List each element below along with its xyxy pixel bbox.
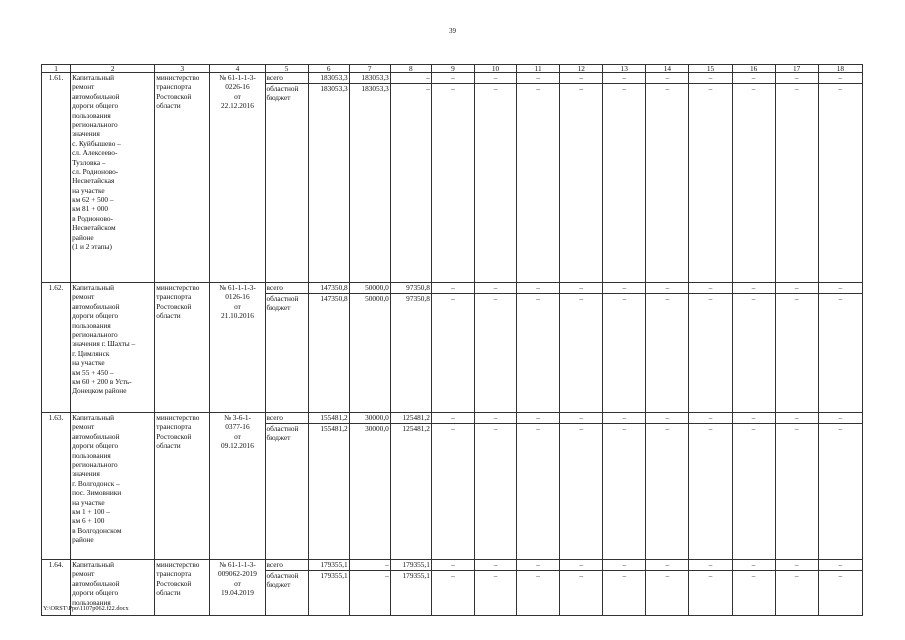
object-name-line: г. Цимлянск [72,348,110,358]
funding-source-total: всего [265,283,308,294]
total-amount-cell: – [474,73,516,84]
budget-amount-cell: – [646,294,689,413]
budget-amount-cell: – [603,294,646,413]
total-amount-cell: – [646,413,689,424]
budget-amount-cell: – [818,84,862,283]
column-number: 9 [431,65,474,73]
conclusion-lines [211,560,263,598]
organization-line: области [156,101,181,111]
conclusion-line: 19.04.2019 [221,588,254,598]
budget-amount-cell: – [474,294,516,413]
funding-source-lines [267,294,307,313]
conclusion-line: 0126-16 [225,292,250,302]
total-amount-cell: 147350,8 [308,283,349,294]
budget-amount-cell: – [775,571,818,616]
budget-amount-cell: – [431,571,474,616]
total-amount-cell: – [775,560,818,571]
column-number: 14 [646,65,689,73]
budget-amount-cell: – [818,294,862,413]
total-amount-cell: 183053,3 [308,73,349,84]
organization-line: Ростовской [156,578,192,588]
funding-source-budget [265,571,308,616]
object-name-line: ремонт [72,569,95,579]
funding-source-line: бюджет [266,93,291,103]
total-amount-cell: – [775,283,818,294]
funding-source-line: областной [266,424,299,433]
total-amount-cell: – [775,73,818,84]
total-amount-cell: – [349,560,390,571]
budget-amount-cell: – [689,84,732,283]
row-number: 1.62. [42,283,71,413]
organization-line: Ростовской [156,91,192,101]
total-amount-cell: – [818,73,862,84]
total-amount-cell: – [560,283,603,294]
column-number: 2 [71,65,155,73]
budget-amount-cell: – [689,294,732,413]
object-name-line: значения [72,469,100,479]
organization-lines [156,413,208,451]
total-amount-cell: 50000,0 [349,283,390,294]
column-number: 12 [560,65,603,73]
object-name-line: дороги общего [72,441,119,451]
budget-amount-cell: 179355,1 [308,571,349,616]
total-amount-cell: 30000,0 [349,413,390,424]
total-amount-cell: – [603,73,646,84]
table-row [42,73,863,84]
budget-amount-cell: – [646,84,689,283]
funding-source-total: всего [265,413,308,424]
funding-source-line: областной [266,84,299,93]
budget-amount-cell: – [390,84,431,283]
conclusion-lines [211,283,263,321]
budget-amount-cell: – [517,294,560,413]
column-number: 15 [689,65,732,73]
total-amount-cell: – [431,560,474,571]
object-name-line: значения г. Шахты – [72,339,136,349]
budget-amount-cell: – [349,571,390,616]
budget-amount-cell: – [560,571,603,616]
object-name-line: ремонт [72,422,95,432]
budget-amount-cell: – [560,84,603,283]
object-name-line: автомобильной [72,301,120,311]
object-name [71,283,155,413]
budget-amount-cell: 97350,8 [390,294,431,413]
budget-amount-cell: – [775,84,818,283]
object-name-line: Донецком районе [72,386,127,396]
organization-line: министерство [156,283,200,292]
funding-source-line: бюджет [266,303,291,313]
conclusion-line: № 3-6-1- [223,413,251,422]
budget-table [41,64,863,616]
object-name-line: км 81 + 000 [72,204,109,214]
object-name-line: на участке [72,358,105,368]
organization-line: транспорта [156,422,192,432]
budget-amount-cell: – [517,571,560,616]
object-name-line: районе [72,232,94,242]
budget-amount-cell: 125481,2 [390,424,431,560]
organization-line: области [156,441,181,451]
funding-source-budget [265,294,308,413]
total-amount-cell: – [603,560,646,571]
footer-file-path: Y:\ORST\Ppo\1107p062.f22.docx [43,605,129,612]
object-name-line: (1 и 2 этапы) [72,242,112,252]
expertise-conclusion [210,283,265,413]
object-name-line: г. Волгодонск – [72,478,120,488]
total-amount-cell: – [431,73,474,84]
total-amount-cell: – [390,73,431,84]
total-amount-cell: – [560,73,603,84]
object-name-line: в Родионово- [72,213,113,223]
object-name-line: Капитальный [72,73,115,82]
object-name-line: на участке [72,497,105,507]
total-amount-cell: 179355,1 [308,560,349,571]
object-name-line: регионального [72,329,118,339]
total-amount-cell: – [818,413,862,424]
funding-source-line: бюджет [266,580,291,590]
object-name-line: регионального [72,119,118,129]
budget-amount-cell: – [517,424,560,560]
object-name-line: Капитальный [72,413,115,422]
conclusion-line: от [234,301,241,311]
object-name-line: Капитальный [72,283,115,292]
column-number: 13 [603,65,646,73]
organization-line: области [156,588,181,598]
total-amount-cell: 125481,2 [390,413,431,424]
expertise-conclusion [210,413,265,560]
column-number: 5 [265,65,308,73]
organization-line: министерство [156,560,200,569]
total-amount-cell: – [732,73,775,84]
budget-amount-cell: 30000,0 [349,424,390,560]
object-name-line: км 1 + 100 – [72,506,110,516]
total-amount-cell: – [517,560,560,571]
organization-line: транспорта [156,82,192,92]
organization-line: министерство [156,413,200,422]
organization-line: Ростовской [156,431,192,441]
budget-amount-cell: – [603,571,646,616]
object-name-line: км 62 + 500 – [72,195,114,205]
object-name-line: Несветайская [72,176,115,186]
conclusion-line: 009062-2019 [217,569,257,579]
total-amount-cell: 179355,1 [390,560,431,571]
conclusion-line: от [234,91,241,101]
object-name-lines [72,73,153,251]
object-name-line: ремонт [72,82,95,92]
budget-amount-cell: – [775,424,818,560]
object-name-line: регионального [72,459,118,469]
budget-amount-cell: – [689,571,732,616]
funding-source-total: всего [265,560,308,571]
conclusion-line: от [234,431,241,441]
total-amount-cell: – [603,283,646,294]
total-amount-cell: – [474,283,516,294]
object-name-line: пользования [72,450,111,460]
column-number: 10 [474,65,516,73]
total-amount-cell: – [517,283,560,294]
object-name [71,413,155,560]
organization-lines [156,283,208,321]
budget-amount-cell: 50000,0 [349,294,390,413]
conclusion-line: 09.12.2016 [221,441,254,451]
total-amount-cell: – [689,283,732,294]
row-number: 1.64. [42,560,71,616]
object-name [71,73,155,283]
object-name-line: на участке [72,185,105,195]
table-body [42,73,863,616]
budget-amount-cell: – [818,424,862,560]
funding-source-line: областной [266,571,299,580]
column-number: 7 [349,65,390,73]
object-name-line: пос. Зимовники [72,488,122,498]
budget-amount-cell: – [818,571,862,616]
object-name-line: дороги общего [72,311,119,321]
column-number: 18 [818,65,862,73]
object-name-lines [72,560,153,607]
object-name-line: пользования [72,320,111,330]
budget-amount-cell: – [646,571,689,616]
conclusion-line: № 61-1-1-3- [219,283,256,292]
budget-amount-cell: – [732,84,775,283]
object-name-line: км 55 + 450 – [72,367,114,377]
object-name-line: с. Куйбышево – [72,138,121,148]
budget-amount-cell: – [560,424,603,560]
total-amount-cell: – [689,413,732,424]
budget-amount-cell: – [431,84,474,283]
total-amount-cell: – [818,283,862,294]
organization-line: области [156,311,181,321]
table-row [42,413,863,424]
column-number: 6 [308,65,349,73]
budget-amount-cell: – [474,84,516,283]
object-name-line: в Волгодонском [72,525,122,535]
organization-line: транспорта [156,292,192,302]
organization-lines [156,73,208,111]
object-name-line: пользования [72,110,111,120]
budget-amount-cell: – [732,424,775,560]
total-amount-cell: – [732,413,775,424]
table-row [42,560,863,571]
total-amount-cell: 155481,2 [308,413,349,424]
object-name-line: дороги общего [72,588,119,598]
page-number: 39 [449,27,456,35]
budget-amount-cell: – [431,424,474,560]
responsible-organization [155,73,210,283]
funding-source-budget [265,424,308,560]
conclusion-line: 21.10.2016 [221,311,254,321]
total-amount-cell: – [603,413,646,424]
budget-amount-cell: 179355,1 [390,571,431,616]
column-number: 16 [732,65,775,73]
total-amount-cell: – [517,73,560,84]
column-number: 17 [775,65,818,73]
total-amount-cell: 183053,3 [349,73,390,84]
row-number: 1.63. [42,413,71,560]
conclusion-lines [211,73,263,111]
budget-amount-cell: – [474,571,516,616]
total-amount-cell: – [560,413,603,424]
responsible-organization [155,560,210,616]
row-number: 1.61. [42,73,71,283]
budget-amount-cell: – [646,424,689,560]
organization-line: Ростовской [156,301,192,311]
budget-amount-cell: 147350,8 [308,294,349,413]
expertise-conclusion [210,560,265,616]
object-name-line: сл. Родионово- [72,166,119,176]
object-name-line: км 60 + 200 в Усть- [72,376,132,386]
object-name-line: автомобильной [72,578,120,588]
object-name-line: Капитальный [72,560,115,569]
budget-amount-cell: – [775,294,818,413]
object-name-line: дороги общего [72,101,119,111]
conclusion-line: № 61-1-1-3- [219,73,256,82]
budget-amount-cell: – [603,424,646,560]
budget-amount-cell: – [603,84,646,283]
total-amount-cell: – [775,413,818,424]
total-amount-cell: – [646,283,689,294]
object-name-lines [72,413,153,544]
object-name-line: ремонт [72,292,95,302]
responsible-organization [155,413,210,560]
total-amount-cell: – [818,560,862,571]
object-name-line: Несветайском [72,223,116,233]
budget-amount-cell: – [689,424,732,560]
responsible-organization [155,283,210,413]
budget-amount-cell: – [431,294,474,413]
total-amount-cell: – [474,560,516,571]
funding-source-budget [265,84,308,283]
total-amount-cell: – [431,413,474,424]
total-amount-cell: – [517,413,560,424]
budget-amount-cell: – [560,294,603,413]
conclusion-line: от [234,578,241,588]
conclusion-line: № 61-1-1-3- [219,560,256,569]
object-name-line: сл. Алексеево- [72,148,118,158]
total-amount-cell: – [560,560,603,571]
funding-source-lines [267,424,307,443]
total-amount-cell: – [689,73,732,84]
organization-line: министерство [156,73,200,82]
budget-amount-cell: 155481,2 [308,424,349,560]
total-amount-cell: – [474,413,516,424]
expertise-conclusion [210,73,265,283]
conclusion-line: 0226-16 [225,82,250,92]
object-name-line: Тузловка – [72,157,106,167]
funding-source-line: областной [266,294,299,303]
object-name-line: км 6 + 100 [72,516,105,526]
table-row [42,283,863,294]
conclusion-line: 22.12.2016 [221,101,254,111]
object-name-line: значения [72,129,100,139]
funding-source-lines [267,84,307,103]
organization-line: транспорта [156,569,192,579]
funding-source-line: бюджет [266,433,291,443]
total-amount-cell: – [431,283,474,294]
column-number: 11 [517,65,560,73]
total-amount-cell: – [732,560,775,571]
conclusion-lines [211,413,263,451]
budget-amount-cell: – [517,84,560,283]
budget-amount-cell: 183053,3 [349,84,390,283]
total-amount-cell: – [646,73,689,84]
total-amount-cell: 97350,8 [390,283,431,294]
column-number: 3 [155,65,210,73]
total-amount-cell: – [646,560,689,571]
organization-lines [156,560,208,598]
object-name-line: районе [72,535,94,545]
total-amount-cell: – [732,283,775,294]
total-amount-cell: – [689,560,732,571]
budget-amount-cell: – [732,571,775,616]
funding-source-lines [267,571,307,590]
object-name-line: автомобильной [72,91,120,101]
column-number: 1 [42,65,71,73]
conclusion-line: 0377-16 [225,422,250,432]
budget-amount-cell: 183053,3 [308,84,349,283]
object-name-line: пользования [72,597,111,607]
object-name-lines [72,283,153,396]
column-number: 8 [390,65,431,73]
column-number: 4 [210,65,265,73]
funding-source-total: всего [265,73,308,84]
budget-amount-cell: – [474,424,516,560]
budget-amount-cell: – [732,294,775,413]
object-name-line: автомобильной [72,431,120,441]
column-number-row [42,65,863,73]
